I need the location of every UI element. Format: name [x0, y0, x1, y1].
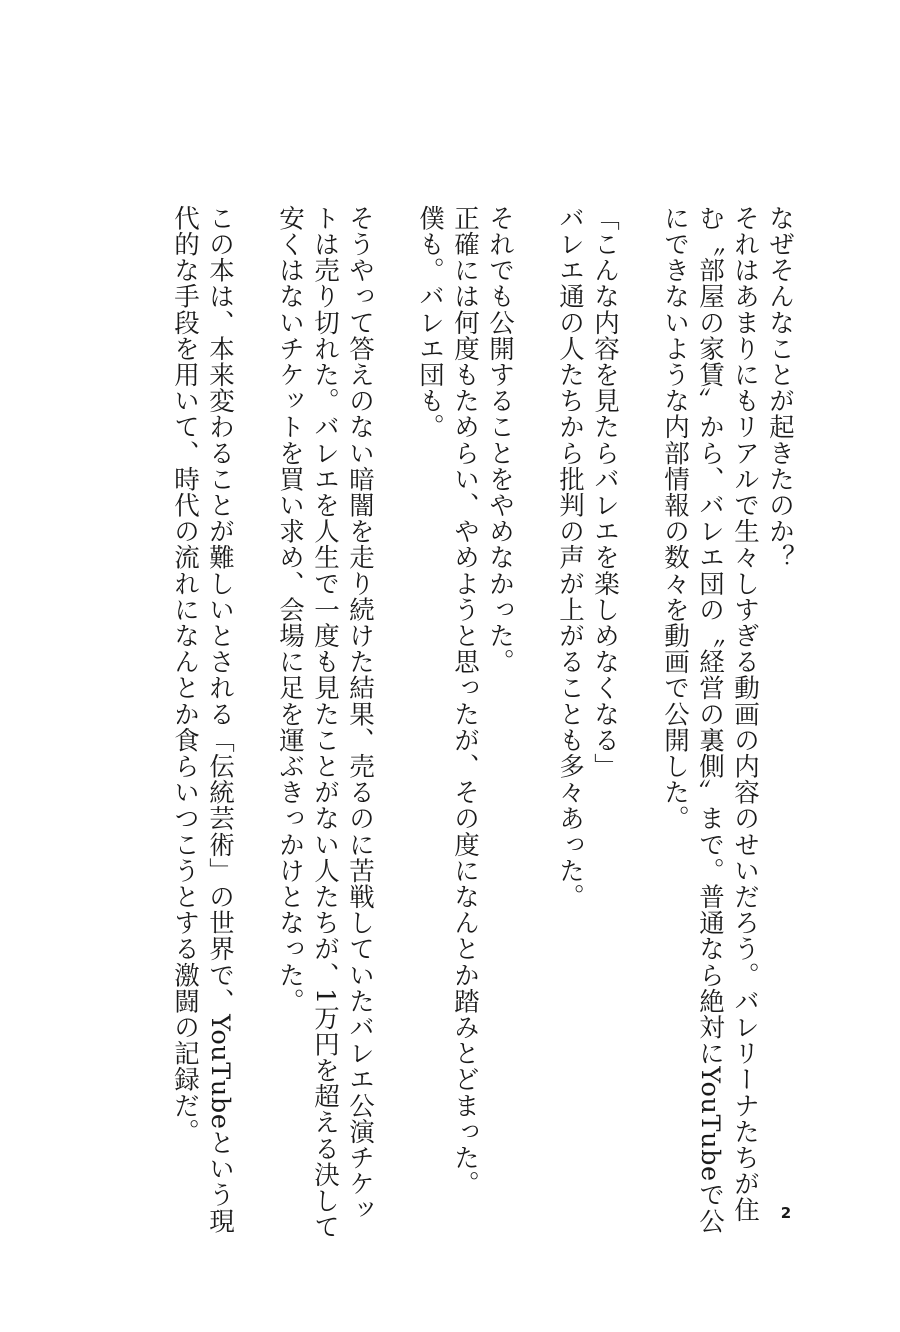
text-column-4: にできないような内部情報の数々を動画で公開した。 [660, 205, 690, 832]
text-column-1: なぜそんなことが起きたのか？ [765, 205, 795, 571]
text-column-10: そうやって答えのない暗闇を走り続けた結果、売るのに苦戦していたバレエ公演チケッ [345, 205, 375, 1223]
text-column-14: 代的な手段を用いて、時代の流れになんとか食らいつこうとする激闘の記録だ。 [170, 205, 200, 1145]
text-column-7: それでも公開することをやめなかった。 [485, 205, 515, 675]
text-column-6: バレエ通の人たちから批判の声が上がることも多々あった。 [555, 205, 585, 910]
text-column-5: 「こんな内容を見たらバレエを楽しめなくなる」 [590, 205, 620, 780]
text-column-2: それはあまりにもリアルで生々しすぎる動画の内容のせいだろう。バレリーナたちが住 [730, 205, 760, 1223]
text-column-9: 僕も。バレエ団も。 [415, 205, 445, 440]
text-column-11: トは売り切れた。バレエを人生で一度も見たことがない人たちが、1万円を超える決して [310, 205, 340, 1240]
text-column-8: 正確には何度もためらい、やめようと思ったが、その度になんとか踏みとどまった。 [450, 205, 480, 1197]
text-column-12: 安くはないチケットを買い求め、会場に足を運ぶきっかけとなった。 [275, 205, 305, 1015]
page-number: 2 [780, 1204, 792, 1222]
text-column-3: む〝部屋の家賃〟から、バレエ団の〝経営の裏側〟まで。普通なら絶対にYouTubeで公 [695, 205, 725, 1234]
text-column-13: この本は、本来変わることが難しいとされる「伝統芸術」の世界で、YouTubeという現 [205, 205, 235, 1234]
